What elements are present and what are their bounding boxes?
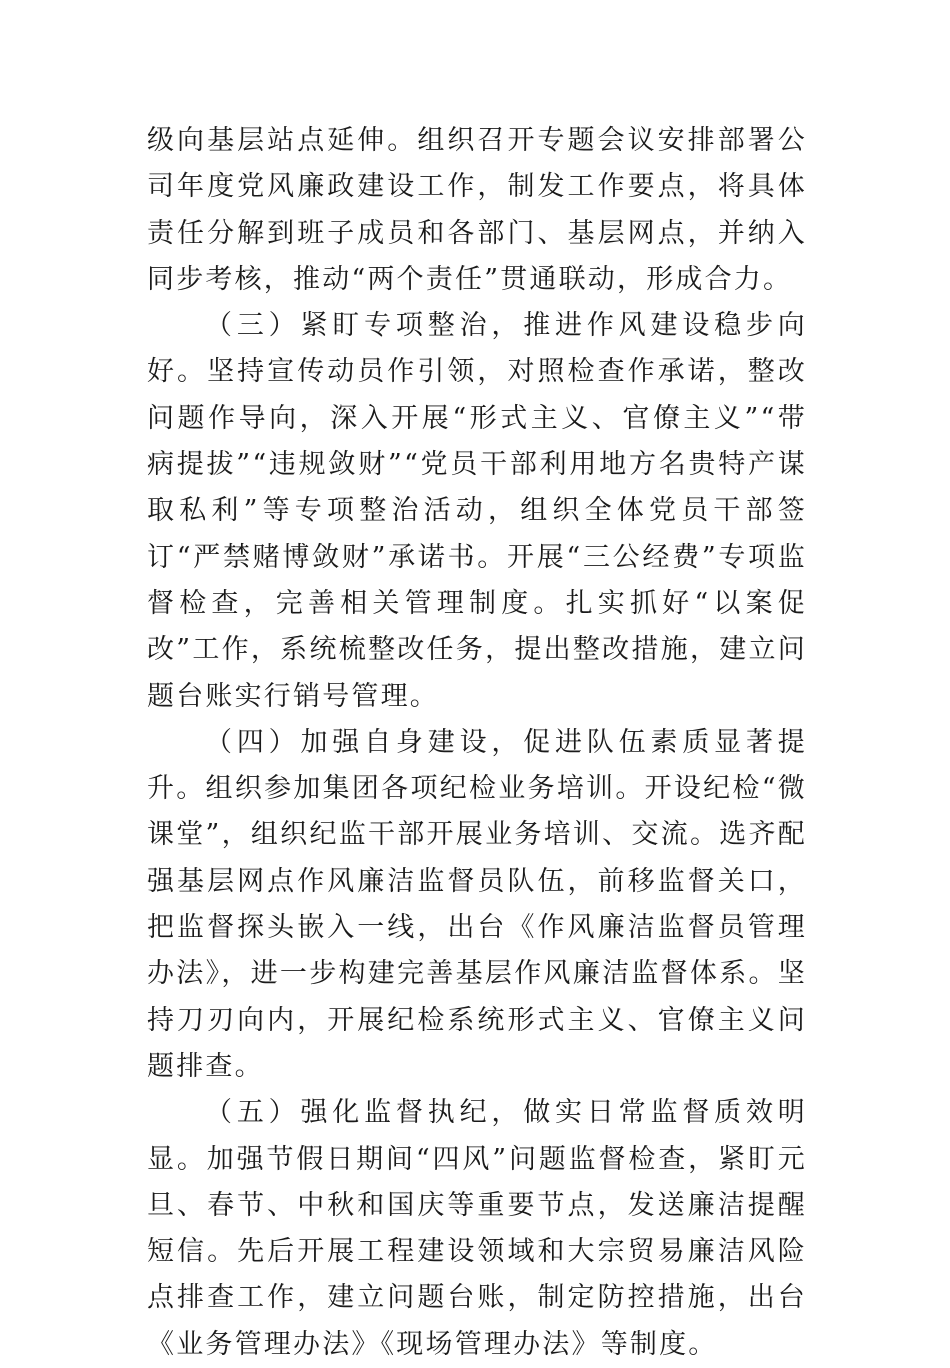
paragraph-section-4: （四）加强自身建设，促进队伍素质显著提升。组织参加集团各项纪检业务培训。开设纪检“微课堂”，组织纪监干部开展业务培训、交流。选齐配强基层网点作风廉洁监督员队伍，前移监督关口，把监督探头嵌入一线，出台《作风廉洁监督员管理办法》，进一步构建完善基层作风廉洁监督体系。坚持刀刃向内，开展纪检系统形式主义、官僚主义问题排查。 (147, 726, 807, 1082)
paragraph-section-5: （五）强化监督执纪，做实日常监督质效明显。加强节假日期间“四风”问题监督检查，紧盯元旦、春节、中秋和国庆等重要节点，发送廉洁提醒短信。先后开展工程建设领域和大宗贸易廉洁风险点排查工作，建立问题台账，制定防控措施，出台《业务管理办法》《现场管理办法》等制度。 (147, 1097, 807, 1360)
paragraph-section-3: （三）紧盯专项整治，推进作风建设稳步向好。坚持宣传动员作引领，对照检查作承诺，整改问题作导向，深入开展“形式主义、官僚主义”“带病提拔”“违规敛财”“党员干部利用地方名贵特产谋取私利”等专项整治活动，组织全体党员干部签订“严禁赌博敛财”承诺书。开展“三公经费”专项监督检查，完善相关管理制度。扎实抓好“以案促改”工作，系统梳整改任务，提出整改措施，建立问题台账实行销号管理。 (147, 310, 807, 712)
paragraph-continued: 级向基层站点延伸。组织召开专题会议安排部署公司年度党风廉政建设工作，制发工作要点，将具体责任分解到班子成员和各部门、基层网点，并纳入同步考核，推动“两个责任”贯通联动，形成合力。 (147, 125, 807, 295)
document-body (147, 118, 807, 1368)
